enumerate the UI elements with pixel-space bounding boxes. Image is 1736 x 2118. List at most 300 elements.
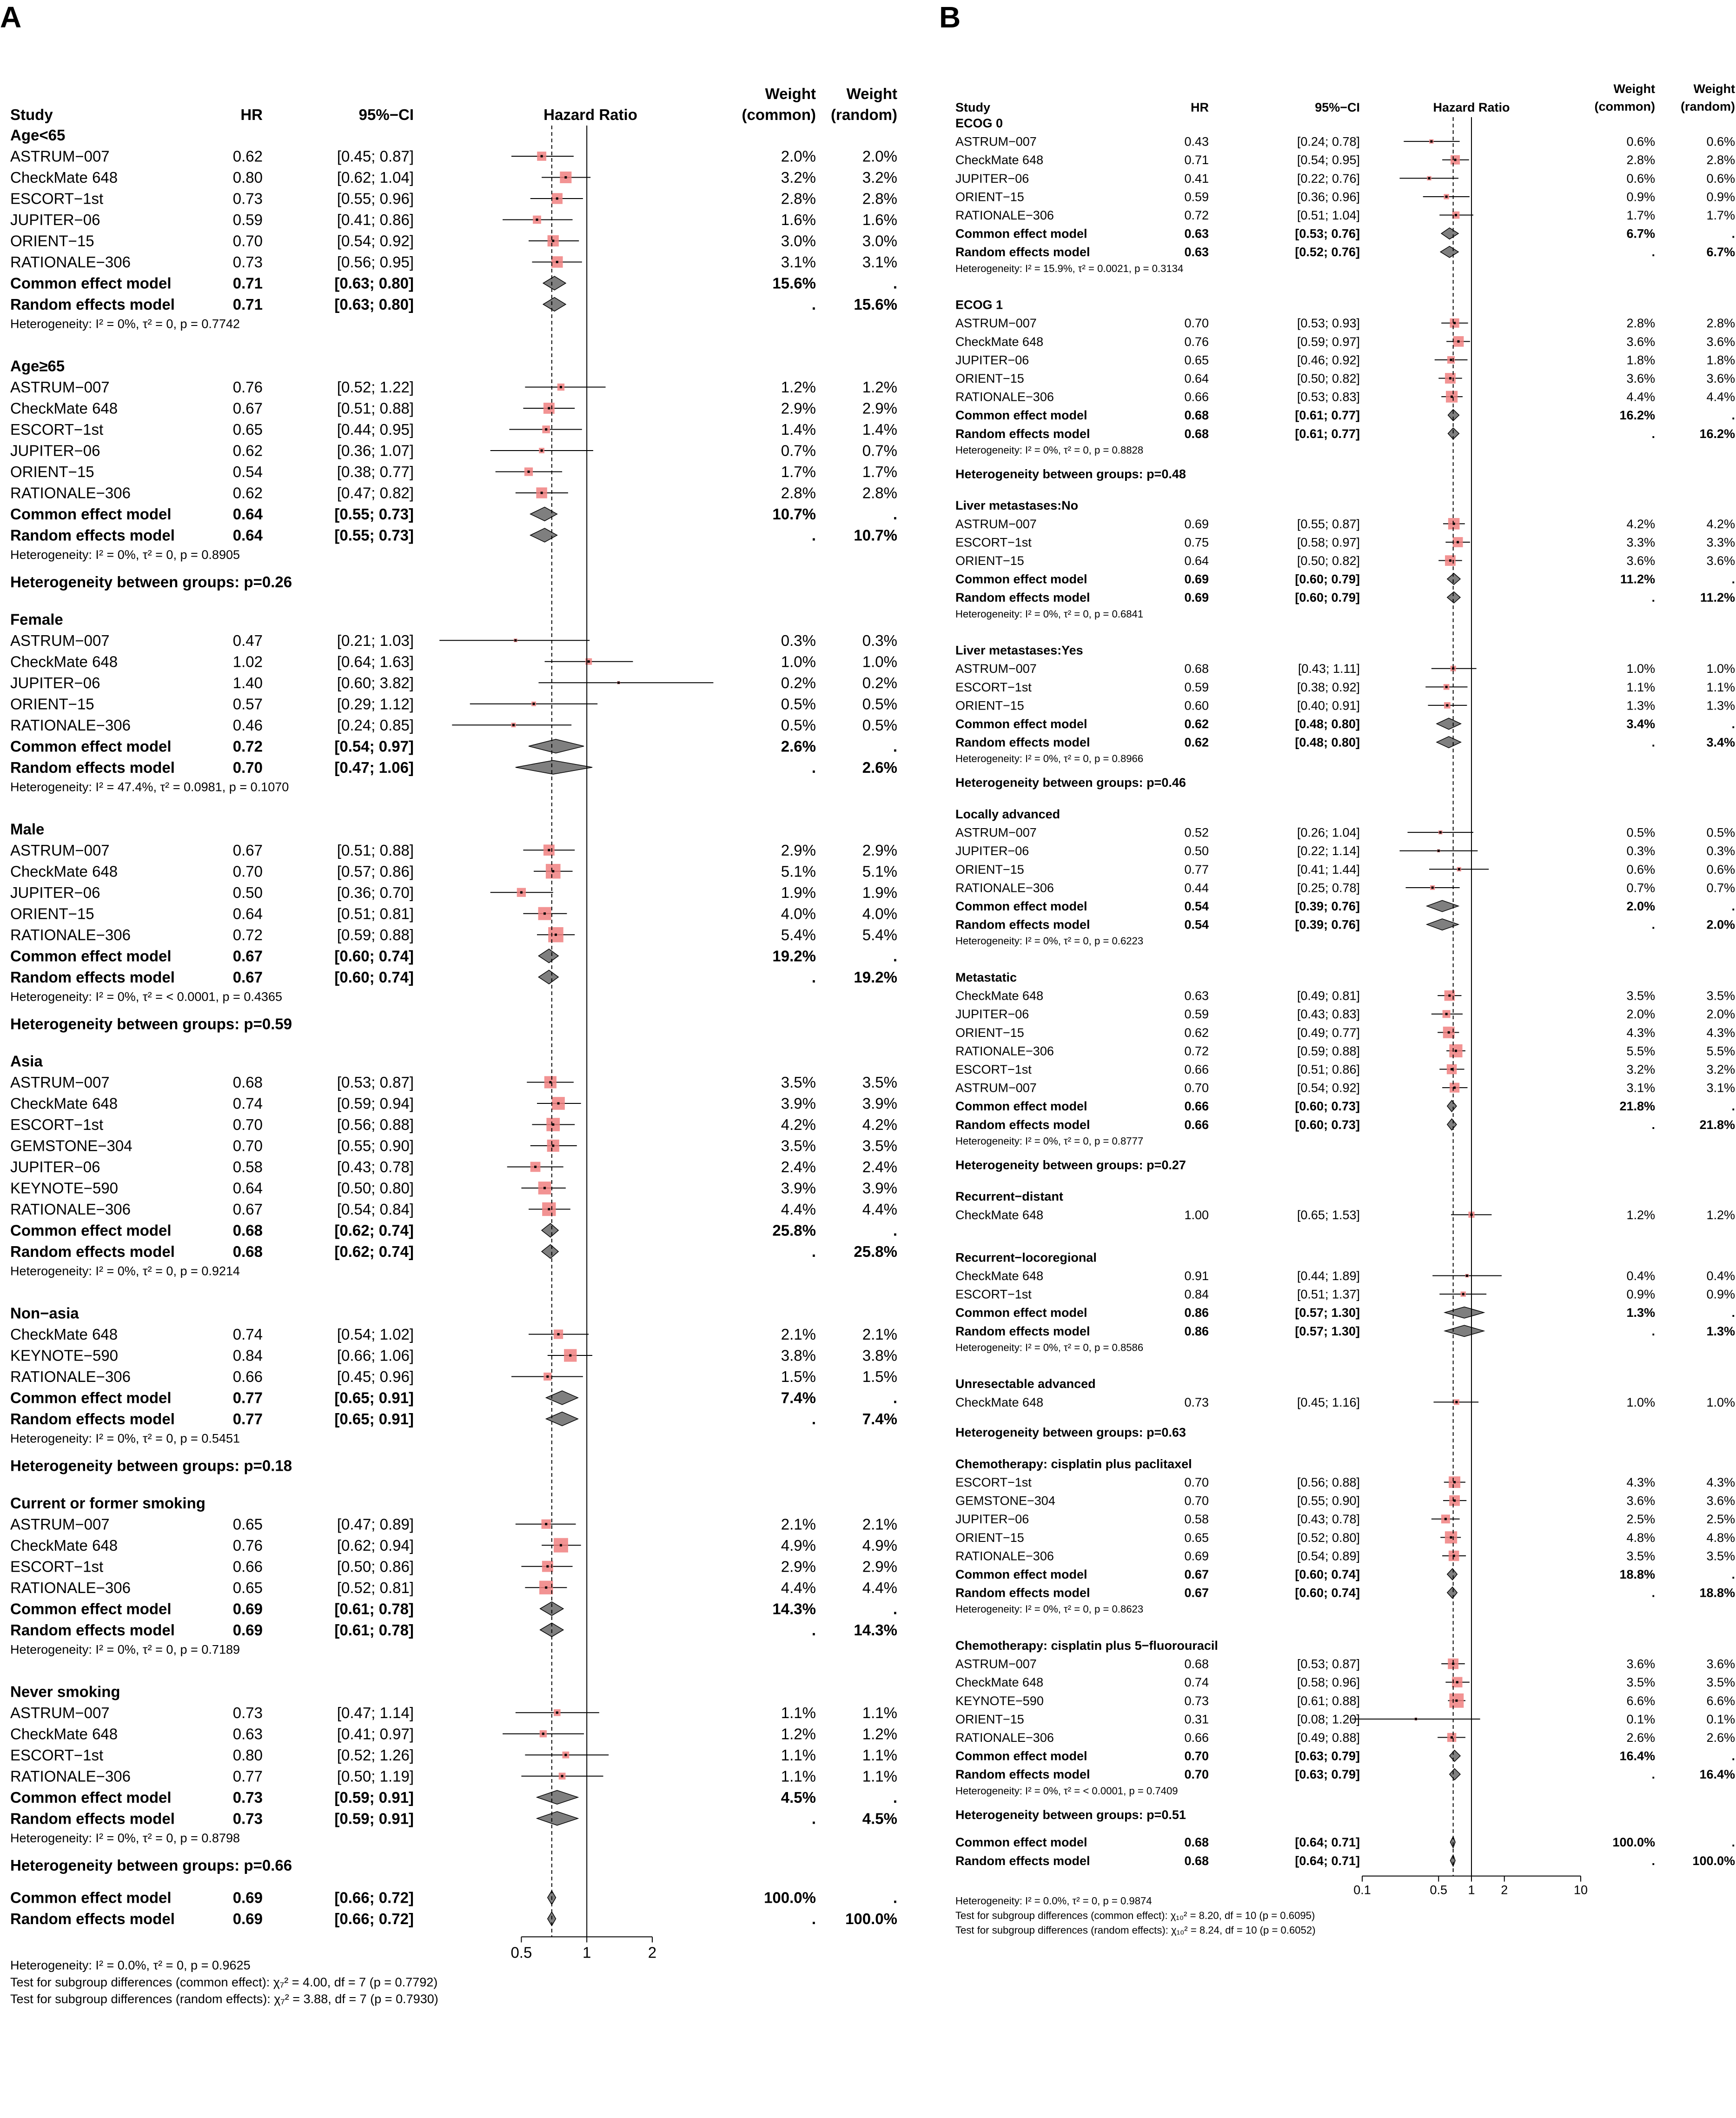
study-row-weight-common: 3.5% — [781, 1137, 816, 1155]
study-row-weight-common: 0.9% — [1626, 1287, 1655, 1301]
study-row-weight-random: 4.2% — [1706, 517, 1735, 531]
study-row-hr: 0.76 — [232, 378, 263, 396]
common-effect-row-weight-common: 7.4% — [781, 1389, 816, 1407]
random-effects-row-ci: [0.48; 0.80] — [1295, 735, 1360, 750]
study-row-ci: [0.41; 0.97] — [337, 1725, 414, 1743]
study-row-weight-common: 4.2% — [1626, 517, 1655, 531]
common-effect-diamond — [537, 1790, 578, 1804]
study-row-weight-common: 2.9% — [781, 1558, 816, 1575]
common-effect-row-label: Common effect model — [955, 899, 1087, 913]
study-row-label: RATIONALE−306 — [10, 253, 131, 271]
study-row-weight-common: 4.4% — [781, 1201, 816, 1218]
study-row-weight-random: 3.1% — [862, 253, 897, 271]
study-point — [564, 176, 567, 179]
study-row-ci: [0.52; 0.81] — [337, 1579, 414, 1596]
common-effect-row-weight-common: 3.4% — [1626, 717, 1655, 731]
random-effects-row-weight-common: . — [1651, 1767, 1655, 1782]
random-effects-row-ci: [0.55; 0.73] — [334, 526, 414, 544]
study-point — [564, 1754, 567, 1756]
random-effects-row-ci: [0.57; 1.30] — [1295, 1324, 1360, 1338]
common-effect-row-hr: 0.72 — [232, 737, 263, 755]
common-effect-row-weight-random: . — [1731, 408, 1735, 423]
random-effects-row-hr: 0.66 — [1184, 1117, 1209, 1132]
x-axis-tick-label: 0.1 — [1353, 1883, 1371, 1897]
study-row-weight-common: 3.5% — [1626, 989, 1655, 1003]
common-effect-row-label: Common effect model — [955, 1099, 1087, 1114]
study-point — [1462, 1293, 1464, 1295]
study-row-ci: [0.08; 1.20] — [1297, 1712, 1360, 1726]
study-row-label: ASTRUM−007 — [10, 631, 110, 649]
study-row-weight-common: 2.8% — [781, 484, 816, 502]
study-point — [552, 1123, 554, 1126]
random-effects-diamond — [537, 1812, 578, 1826]
random-effects-row-weight-random: 6.7% — [1706, 245, 1735, 259]
random-effects-row-weight-random: 18.8% — [1699, 1586, 1735, 1600]
study-row-ci: [0.54; 0.92] — [337, 232, 414, 250]
study-row-weight-common: 2.1% — [781, 1515, 816, 1533]
common-effect-row-weight-random: . — [1731, 572, 1735, 586]
study-row-label: RATIONALE−306 — [955, 881, 1054, 895]
subgroup-title: Liver metastases:No — [955, 498, 1079, 513]
study-row-hr: 0.65 — [232, 1579, 263, 1596]
study-point — [1453, 1481, 1456, 1483]
study-point — [560, 1544, 562, 1547]
study-row-ci: [0.59; 0.88] — [1297, 1044, 1360, 1058]
study-row-weight-common: 5.4% — [781, 926, 816, 943]
heterogeneity-text: Heterogeneity: I² = 0%, τ² = 0, p = 0.8586 — [955, 1341, 1144, 1354]
study-row-weight-random: 2.0% — [1706, 1007, 1735, 1022]
study-row-weight-random: 1.7% — [1706, 208, 1735, 222]
study-row-weight-common: 3.6% — [1626, 334, 1655, 349]
study-row-label: RATIONALE−306 — [955, 208, 1054, 222]
study-row-ci: [0.47; 1.14] — [337, 1704, 414, 1721]
common-effect-diamond — [538, 949, 558, 963]
study-row-weight-random: 2.5% — [1706, 1512, 1735, 1527]
study-row-weight-random: 3.6% — [1706, 334, 1735, 349]
study-point — [1430, 140, 1432, 143]
study-row-weight-common: 5.5% — [1626, 1044, 1655, 1058]
study-row-weight-common: 1.2% — [781, 378, 816, 396]
study-point — [533, 703, 535, 705]
header-hr: HR — [1191, 100, 1209, 114]
subgroup-title: Unresectable advanced — [955, 1377, 1096, 1391]
overall-common-row-weight-random: . — [893, 1889, 897, 1906]
random-effects-row-weight-random: 16.4% — [1699, 1767, 1735, 1782]
study-row-hr: 0.41 — [1184, 171, 1209, 186]
common-effect-row-weight-random: . — [1731, 717, 1735, 731]
study-row-weight-random: 2.4% — [862, 1158, 897, 1175]
study-row-weight-random: 0.9% — [1706, 1287, 1735, 1301]
common-effect-row-hr: 0.73 — [232, 1788, 263, 1806]
study-row-weight-random: 3.6% — [1706, 1494, 1735, 1508]
random-effects-row-hr: 0.73 — [232, 1810, 263, 1827]
study-row-ci: [0.22; 1.14] — [1297, 844, 1360, 858]
random-effects-row-ci: [0.59; 0.91] — [334, 1810, 414, 1827]
study-point — [546, 1565, 549, 1567]
random-effects-diamond — [1440, 246, 1458, 258]
common-effect-row-weight-random: . — [893, 1389, 897, 1407]
study-point — [1454, 159, 1457, 161]
study-row-weight-common: 3.9% — [781, 1179, 816, 1197]
study-row-weight-random: 1.1% — [1706, 680, 1735, 694]
study-row-weight-random: 4.4% — [862, 1579, 897, 1596]
study-row-label: ORIENT−15 — [955, 862, 1024, 876]
study-row-ci: [0.36; 1.07] — [337, 442, 414, 459]
study-row-weight-common: 3.6% — [1626, 554, 1655, 568]
study-row-label: ESCORT−1st — [955, 1287, 1032, 1301]
common-effect-row-label: Common effect model — [10, 1788, 172, 1806]
study-row-weight-random: 1.5% — [862, 1368, 897, 1386]
study-row-weight-random: 2.9% — [862, 399, 897, 417]
subgroup-title: Recurrent−locoregional — [955, 1250, 1097, 1265]
study-row-weight-random: 1.4% — [862, 421, 897, 438]
header-ci: 95%−CI — [1315, 100, 1360, 114]
study-point — [1448, 1031, 1450, 1034]
study-row-label: JUPITER−06 — [955, 171, 1029, 186]
study-row-ci: [0.56; 0.95] — [337, 253, 414, 271]
study-row-hr: 0.59 — [232, 211, 263, 228]
common-effect-row-ci: [0.61; 0.77] — [1295, 408, 1360, 423]
study-point — [1451, 1736, 1453, 1739]
study-row-ci: [0.51; 1.04] — [1297, 208, 1360, 222]
study-point — [561, 1775, 563, 1777]
study-point — [1451, 396, 1453, 398]
study-row-ci: [0.52; 0.80] — [1297, 1530, 1360, 1545]
study-row-hr: 0.74 — [232, 1326, 263, 1343]
overall-common-row-weight-random: . — [1731, 1835, 1735, 1850]
study-row-hr: 0.68 — [1184, 1657, 1209, 1671]
random-effects-row-weight-random: 21.8% — [1699, 1117, 1735, 1132]
random-effects-row-weight-random: 7.4% — [862, 1410, 897, 1428]
study-row-ci: [0.53; 0.83] — [1297, 390, 1360, 404]
study-row-weight-random: 2.6% — [1706, 1731, 1735, 1745]
common-effect-row-weight-common: 18.8% — [1619, 1567, 1655, 1582]
heterogeneity-text: Heterogeneity: I² = 0%, τ² = 0, p = 0.5451 — [10, 1431, 240, 1446]
study-row-hr: 0.59 — [1184, 1007, 1209, 1022]
study-row-hr: 0.70 — [1184, 1081, 1209, 1095]
study-row-label: JUPITER−06 — [955, 1007, 1029, 1022]
study-point — [1415, 1718, 1417, 1720]
study-row-weight-random: 0.5% — [862, 716, 897, 734]
footer-text: Test for subgroup differences (common effect): χ₇² = 4.00, df = 7 (p = 0.7792) — [10, 1975, 438, 1989]
common-effect-row-weight-random: . — [893, 274, 897, 292]
common-effect-row-ci: [0.63; 0.79] — [1295, 1749, 1360, 1763]
common-effect-row-weight-random: . — [893, 947, 897, 965]
study-row-label: JUPITER−06 — [10, 211, 100, 228]
random-effects-row-weight-common: . — [811, 526, 816, 544]
study-row-weight-random: 5.1% — [862, 863, 897, 880]
study-row-label: RATIONALE−306 — [10, 1579, 131, 1596]
study-row-weight-random: 3.9% — [862, 1095, 897, 1112]
common-effect-row-label: Common effect model — [955, 226, 1087, 241]
study-point — [1451, 1068, 1453, 1070]
common-effect-row-weight-random: . — [893, 1600, 897, 1618]
common-effect-row-hr: 0.68 — [232, 1222, 263, 1239]
study-row-weight-common: 0.2% — [781, 674, 816, 691]
common-effect-row-weight-random: . — [1731, 226, 1735, 241]
common-effect-row-label: Common effect model — [955, 1306, 1087, 1320]
common-effect-row-label: Common effect model — [10, 1222, 172, 1239]
study-row-hr: 0.65 — [1184, 353, 1209, 367]
study-row-label: RATIONALE−306 — [955, 390, 1054, 404]
overall-common-row-label: Common effect model — [955, 1835, 1087, 1850]
header-ci: 95%−CI — [358, 106, 414, 123]
heterogeneity-text: Heterogeneity: I² = 0%, τ² = 0, p = 0.6841 — [955, 608, 1144, 620]
study-point — [557, 1333, 560, 1335]
study-row-label: GEMSTONE−304 — [955, 1494, 1055, 1508]
common-effect-row-ci: [0.60; 0.73] — [1295, 1099, 1360, 1114]
study-row-weight-random: 0.3% — [862, 631, 897, 649]
common-effect-row-hr: 0.64 — [232, 505, 263, 523]
subgroup-title: ECOG 1 — [955, 298, 1003, 312]
random-effects-row-label: Random effects model — [10, 758, 175, 776]
study-row-label: KEYNOTE−590 — [10, 1347, 119, 1364]
subgroup-title: Female — [10, 611, 63, 628]
random-effects-diamond — [516, 760, 592, 774]
study-row-label: JUPITER−06 — [955, 353, 1029, 367]
study-row-weight-random: 2.8% — [862, 484, 897, 502]
study-row-hr: 0.73 — [1184, 1395, 1209, 1409]
study-row-hr: 0.52 — [1184, 825, 1209, 840]
random-effects-diamond — [1450, 1769, 1460, 1780]
random-effects-diamond — [538, 970, 558, 984]
study-row-hr: 0.62 — [1184, 1025, 1209, 1040]
common-effect-row-weight-common: 4.5% — [781, 1788, 816, 1806]
study-point — [543, 912, 546, 915]
study-row-weight-random: 4.4% — [862, 1201, 897, 1218]
heterogeneity-between-groups: Heterogeneity between groups: p=0.26 — [10, 573, 292, 591]
random-effects-row-hr: 0.67 — [1184, 1586, 1209, 1600]
study-row-weight-random: 4.2% — [862, 1116, 897, 1133]
study-row-weight-random: 2.9% — [862, 1558, 897, 1575]
common-effect-row-hr: 0.67 — [232, 947, 263, 965]
common-effect-row-weight-common: 19.2% — [772, 947, 816, 965]
study-row-weight-common: 4.3% — [1626, 1475, 1655, 1490]
heterogeneity-between-groups: Heterogeneity between groups: p=0.46 — [955, 776, 1186, 790]
random-effects-row-weight-random: 15.6% — [854, 296, 897, 313]
random-effects-row-label: Random effects model — [955, 1117, 1090, 1132]
random-effects-row-hr: 0.69 — [232, 1621, 263, 1639]
common-effect-row-hr: 0.86 — [1184, 1306, 1209, 1320]
common-effect-diamond — [543, 276, 566, 290]
study-point — [1457, 340, 1459, 343]
study-row-weight-common: 2.8% — [1626, 153, 1655, 167]
study-row-weight-random: 3.5% — [1706, 1675, 1735, 1690]
common-effect-row-weight-random: . — [1731, 1567, 1735, 1582]
study-row-weight-random: 4.4% — [1706, 390, 1735, 404]
study-row-weight-common: 3.1% — [1626, 1081, 1655, 1095]
study-row-weight-common: 0.6% — [1626, 171, 1655, 186]
study-row-weight-common: 3.5% — [1626, 1675, 1655, 1690]
study-row-weight-random: 3.5% — [1706, 1549, 1735, 1563]
random-effects-row-ci: [0.65; 0.91] — [334, 1410, 414, 1428]
study-row-ci: [0.53; 0.87] — [1297, 1657, 1360, 1671]
study-row-weight-random: 3.5% — [862, 1137, 897, 1155]
panel-label-a: A — [0, 0, 22, 34]
study-point — [541, 155, 543, 157]
study-row-label: ESCORT−1st — [955, 535, 1032, 550]
study-row-hr: 0.69 — [1184, 1549, 1209, 1563]
study-row-label: CheckMate 648 — [10, 1725, 118, 1743]
study-row-weight-common: 1.2% — [1626, 1208, 1655, 1222]
study-row-weight-common: 2.8% — [781, 190, 816, 207]
common-effect-row-label: Common effect model — [955, 408, 1087, 423]
study-row-weight-common: 0.1% — [1626, 1712, 1655, 1726]
study-row-hr: 0.65 — [232, 1515, 263, 1533]
study-row-hr: 0.47 — [232, 631, 263, 649]
study-row-label: RATIONALE−306 — [955, 1549, 1054, 1563]
study-row-ci: [0.51; 0.86] — [1297, 1062, 1360, 1076]
study-row-weight-common: 2.1% — [781, 1326, 816, 1343]
study-row-weight-random: 3.5% — [862, 1074, 897, 1091]
study-row-weight-random: 1.1% — [862, 1767, 897, 1785]
study-row-label: ASTRUM−007 — [955, 316, 1037, 331]
heterogeneity-text: Heterogeneity: I² = 0%, τ² = 0, p = 0.8777 — [955, 1135, 1144, 1147]
common-effect-diamond — [1450, 1750, 1460, 1761]
random-effects-row-weight-random: 19.2% — [854, 968, 897, 986]
study-point — [1444, 1518, 1447, 1520]
common-effect-diamond — [1441, 228, 1458, 239]
study-row-ci: [0.51; 0.81] — [337, 905, 414, 923]
study-row-weight-common: 2.9% — [781, 399, 816, 417]
common-effect-row-ci: [0.60; 0.74] — [1295, 1567, 1360, 1582]
random-effects-row-label: Random effects model — [955, 1586, 1090, 1600]
random-effects-row-hr: 0.70 — [1184, 1767, 1209, 1782]
study-row-weight-random: 2.8% — [862, 190, 897, 207]
random-effects-row-weight-common: . — [1651, 245, 1655, 259]
study-row-ci: [0.50; 1.19] — [337, 1767, 414, 1785]
header-weight-random-sub: (random) — [831, 106, 897, 123]
heterogeneity-text: Heterogeneity: I² = 15.9%, τ² = 0.0021, p = 0.3134 — [955, 262, 1184, 274]
study-row-hr: 0.62 — [232, 147, 263, 165]
study-row-weight-common: 2.0% — [1626, 1007, 1655, 1022]
study-row-weight-random: 0.1% — [1706, 1712, 1735, 1726]
study-row-weight-random: 4.3% — [1706, 1475, 1735, 1490]
common-effect-row-label: Common effect model — [955, 1749, 1087, 1763]
study-row-ci: [0.54; 0.89] — [1297, 1549, 1360, 1563]
study-point — [548, 1208, 550, 1210]
study-point — [552, 870, 554, 872]
overall-random-row-ci: [0.64; 0.71] — [1295, 1853, 1360, 1868]
study-point — [555, 934, 557, 936]
study-row-weight-random: 2.9% — [862, 841, 897, 859]
overall-common-row-hr: 0.68 — [1184, 1835, 1209, 1850]
study-row-ci: [0.47; 0.89] — [337, 1515, 414, 1533]
study-row-weight-random: 0.6% — [1706, 171, 1735, 186]
study-row-hr: 0.44 — [1184, 881, 1209, 895]
study-row-ci: [0.57; 0.86] — [337, 863, 414, 880]
common-effect-row-weight-random: . — [893, 1222, 897, 1239]
random-effects-row-hr: 0.62 — [1184, 735, 1209, 750]
study-row-ci: [0.52; 1.22] — [337, 378, 414, 396]
study-row-weight-random: 1.2% — [862, 1725, 897, 1743]
study-row-weight-random: 1.3% — [1706, 698, 1735, 713]
random-effects-row-ci: [0.52; 0.76] — [1295, 245, 1360, 259]
study-row-weight-random: 2.1% — [862, 1515, 897, 1533]
random-effects-row-ci: [0.60; 0.79] — [1295, 591, 1360, 605]
common-effect-row-ci: [0.60; 0.79] — [1295, 572, 1360, 586]
study-row-ci: [0.51; 0.88] — [337, 841, 414, 859]
random-effects-row-hr: 0.68 — [1184, 426, 1209, 441]
common-effect-row-label: Common effect model — [955, 572, 1087, 586]
study-row-label: CheckMate 648 — [955, 1269, 1044, 1283]
study-row-weight-random: 1.0% — [1706, 1395, 1735, 1409]
random-effects-row-label: Random effects model — [10, 1243, 175, 1260]
study-row-weight-common: 0.3% — [781, 631, 816, 649]
x-axis-tick-label: 10 — [1573, 1883, 1588, 1897]
study-row-label: JUPITER−06 — [10, 1158, 100, 1175]
study-point — [1448, 995, 1451, 997]
random-effects-diamond — [1447, 592, 1460, 603]
study-row-weight-random: 3.2% — [1706, 1062, 1735, 1076]
footer-text: Heterogeneity: I² = 0.0%, τ² = 0, p = 0.9874 — [955, 1895, 1152, 1907]
study-row-hr: 0.59 — [1184, 680, 1209, 694]
overall-random-row-hr: 0.69 — [232, 1910, 263, 1928]
study-row-label: CheckMate 648 — [10, 399, 118, 417]
common-effect-diamond — [1445, 1307, 1484, 1318]
study-point — [549, 1081, 551, 1083]
study-row-weight-random: 1.0% — [862, 653, 897, 671]
random-effects-row-hr: 0.68 — [232, 1243, 263, 1260]
random-effects-diamond — [530, 528, 557, 542]
study-row-ci: [0.43; 0.83] — [1297, 1007, 1360, 1022]
study-row-label: RATIONALE−306 — [10, 1201, 131, 1218]
study-row-label: CheckMate 648 — [955, 989, 1044, 1003]
study-row-label: ASTRUM−007 — [955, 662, 1037, 676]
study-row-ci: [0.50; 0.86] — [337, 1558, 414, 1575]
random-effects-row-weight-common: . — [811, 758, 816, 776]
study-row-label: ASTRUM−007 — [955, 1081, 1037, 1095]
common-effect-row-ci: [0.54; 0.97] — [334, 737, 414, 755]
study-row-ci: [0.21; 1.03] — [337, 631, 414, 649]
random-effects-row-weight-common: . — [1651, 1586, 1655, 1600]
study-row-weight-common: 1.0% — [1626, 662, 1655, 676]
study-row-ci: [0.58; 0.97] — [1297, 535, 1360, 550]
study-row-label: JUPITER−06 — [10, 883, 100, 901]
study-row-hr: 0.76 — [232, 1536, 263, 1554]
random-effects-row-ci: [0.62; 0.74] — [334, 1243, 414, 1260]
study-row-hr: 0.65 — [1184, 1530, 1209, 1545]
footer-text: Test for subgroup differences (random effects): χ₇² = 3.88, df = 7 (p = 0.7930) — [10, 1992, 438, 2006]
study-row-hr: 0.70 — [232, 232, 263, 250]
common-effect-row-label: Common effect model — [10, 274, 172, 292]
study-row-weight-random: 3.0% — [862, 232, 897, 250]
common-effect-row-hr: 0.54 — [1184, 899, 1209, 913]
study-row-ci: [0.56; 0.88] — [1297, 1475, 1360, 1490]
study-point — [548, 849, 550, 851]
random-effects-row-ci: [0.63; 0.79] — [1295, 1767, 1360, 1782]
study-row-weight-random: 3.5% — [1706, 989, 1735, 1003]
common-effect-row-weight-random: . — [1731, 899, 1735, 913]
random-effects-row-label: Random effects model — [955, 426, 1090, 441]
study-row-ci: [0.43; 0.78] — [1297, 1512, 1360, 1527]
study-row-label: ORIENT−15 — [10, 905, 94, 923]
common-effect-row-weight-random: . — [893, 737, 897, 755]
random-effects-row-weight-common: . — [1651, 591, 1655, 605]
random-effects-diamond — [546, 1412, 578, 1426]
study-row-label: ORIENT−15 — [10, 232, 94, 250]
study-row-label: ORIENT−15 — [955, 371, 1024, 385]
study-row-weight-common: 2.9% — [781, 841, 816, 859]
study-row-weight-common: 1.1% — [781, 1767, 816, 1785]
study-row-hr: 1.00 — [1184, 1208, 1209, 1222]
study-row-weight-common: 3.9% — [781, 1095, 816, 1112]
study-row-hr: 1.40 — [232, 674, 263, 691]
study-row-ci: [0.36; 0.70] — [337, 883, 414, 901]
study-point — [1455, 214, 1457, 216]
study-point — [1457, 541, 1459, 543]
study-row-hr: 0.73 — [1184, 1693, 1209, 1708]
